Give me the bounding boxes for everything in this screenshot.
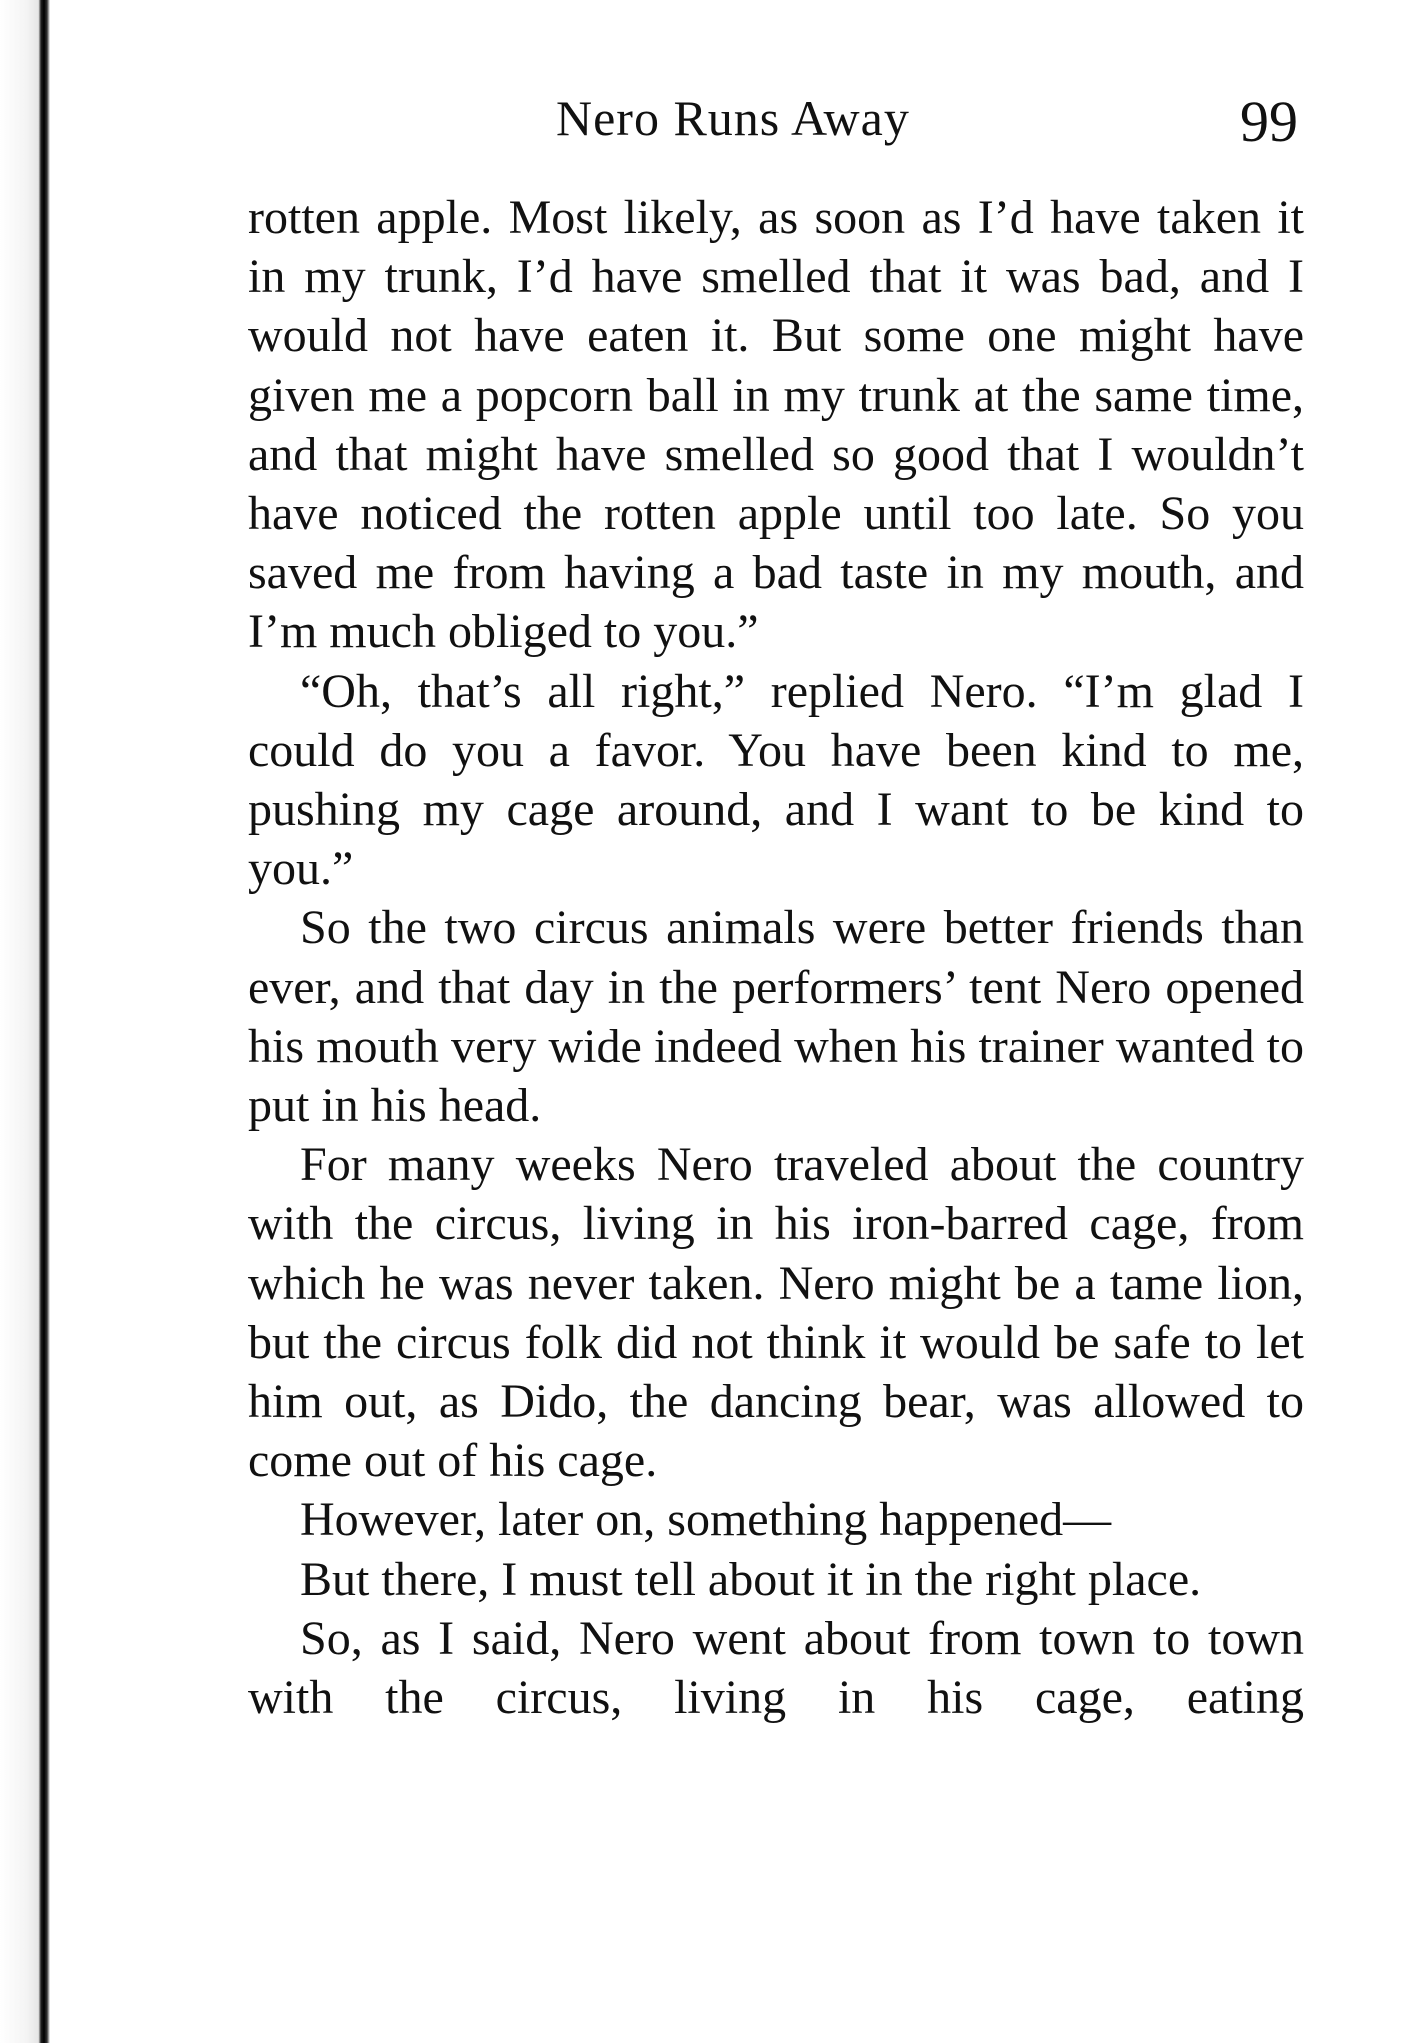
binding-shadow: [0, 0, 38, 2043]
paragraph: But there, I must tell about it in the right place.: [300, 1552, 1202, 1606]
paragraph: So the two circus animals were better friends than ever, and that day in the performers’ tent Nero opened his mouth very wide indeed when his trainer wanted to put in his head.: [248, 901, 1304, 1133]
paragraph: For many weeks Nero traveled about the country with the circus, living in his iron-barred cage, from which he was never taken. Nero might be a tame lion, but the circus folk did not think it would be safe to let him out, as Dido, the dancing bear, was allowed to come out of his cage.: [248, 1138, 1304, 1488]
paragraph-continued: rotten apple. Most likely, as soon as I’d have taken it in my trunk, I’d have smelled that it was bad, and I would not have eaten it. But some one might have given me a popcorn ball in my trunk at the same time, and that might have smelled so good that I wouldn’t have noticed the rotten apple until too late. So you saved me from having a bad taste in my mouth, and I’m much obliged to you.”: [248, 191, 1304, 659]
running-title: Nero Runs Away: [556, 90, 910, 146]
paragraph: However, later on, something happened—: [300, 1493, 1112, 1547]
paragraph: “Oh, that’s all right,” replied Nero. “I’m glad I could do you a favor. You have been kind to me, pushing my cage around, and I want to be kind to you.”: [248, 664, 1304, 896]
paragraph-continues: So, as I said, Nero went about from town to town with the circus, living in his cage, eating: [248, 1611, 1304, 1725]
body-text: [248, 188, 1304, 1727]
page-number: 99: [1240, 89, 1298, 154]
binding-edge: [38, 0, 50, 2043]
